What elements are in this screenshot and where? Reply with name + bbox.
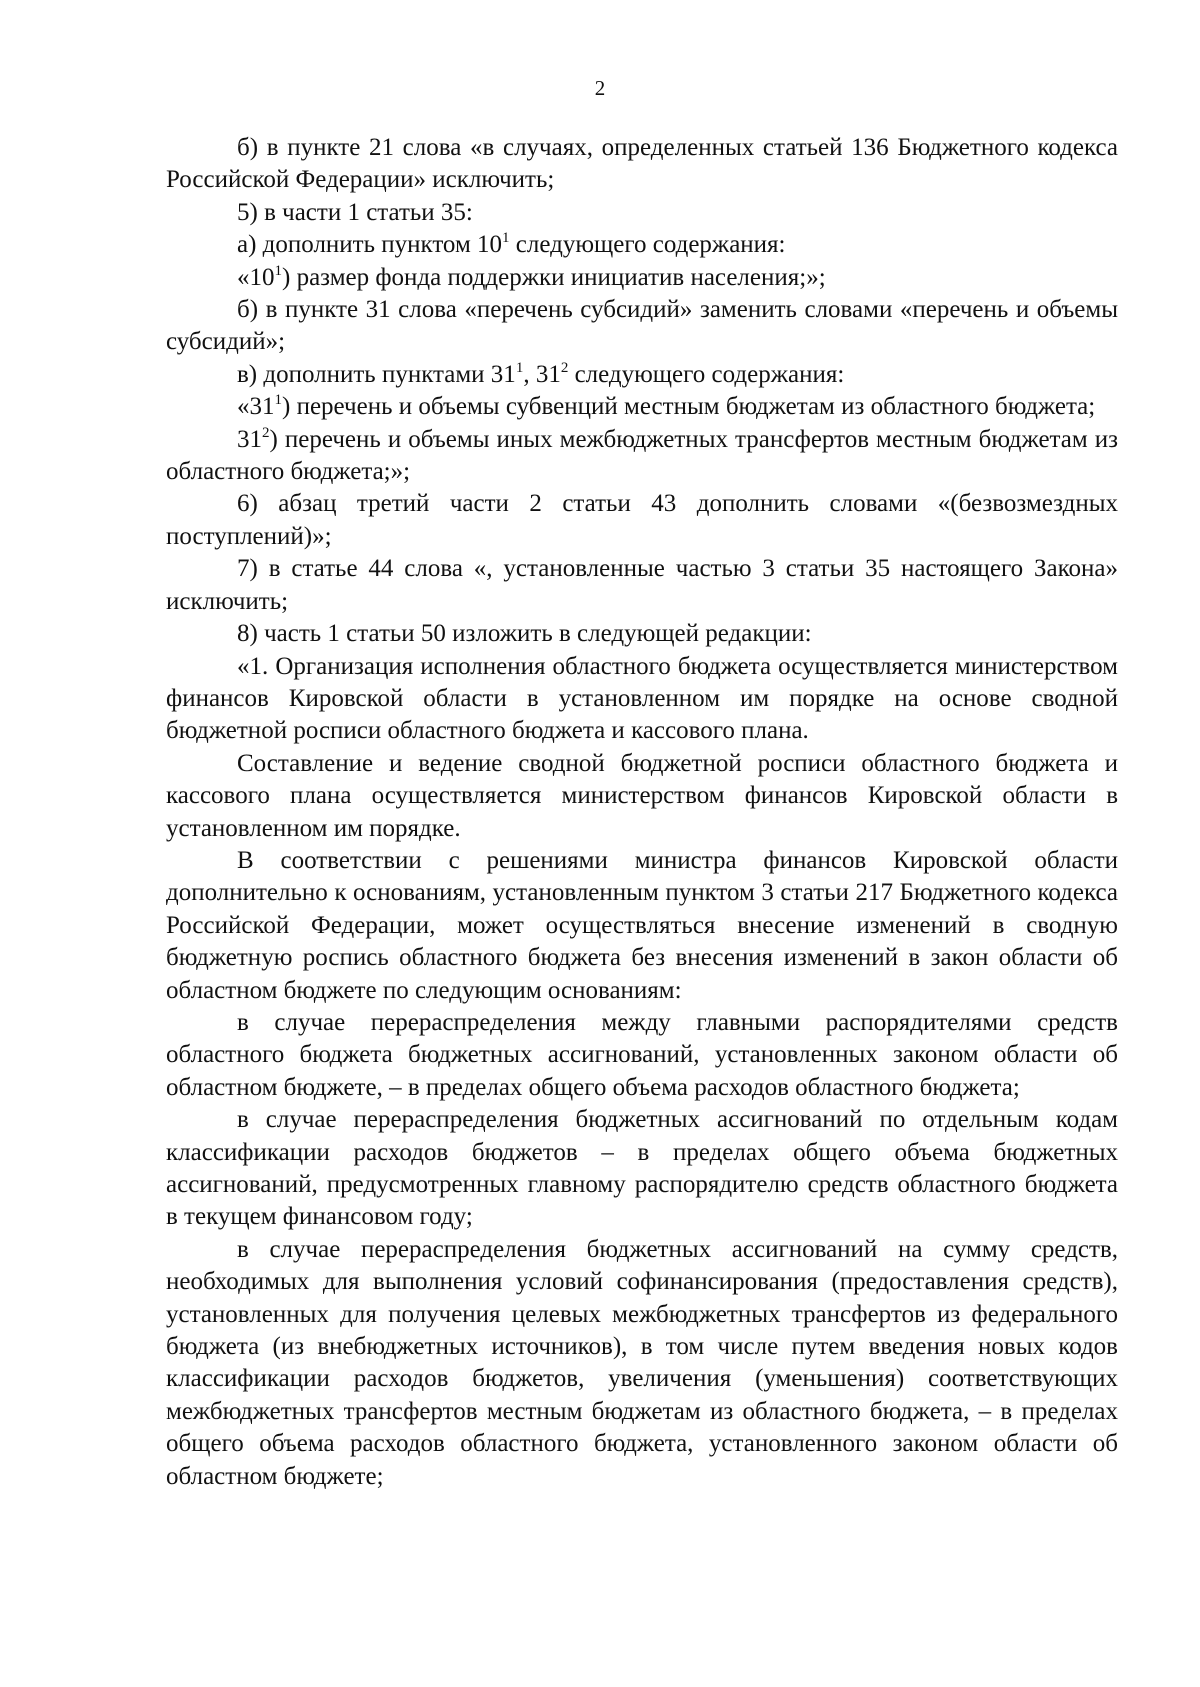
text-run: в случае перераспределения бюджетных ассигнований на сумму средств, необходимых для выполнения условий софинансирования (предоставления средств), установленных для получения целевых межбюджетных трансфертов из федерального бюджета (из внебюджетных источников), в том числе путем введения новых кодов классификации расходов бюджетов, увеличения (уменьшения) соответствующих межбюджетных трансфертов местным бюджетам из областного бюджета, – в пределах общего объема расходов областного бюджета, установленного законом области об областном бюджете; xyxy=(166,1235,1118,1490)
text-run: ) перечень и объемы иных межбюджетных трансфертов местным бюджетам из областного бюджета;»; xyxy=(166,425,1118,486)
text-run: 6) абзац третий части 2 статьи 43 дополнить словами «(безвозмездных поступлений)»; xyxy=(166,490,1118,550)
text-run: «10 xyxy=(237,263,275,291)
superscript: 1 xyxy=(274,392,282,409)
text-run: 8) часть 1 статьи 50 изложить в следующей редакции: xyxy=(237,620,812,648)
page-number: 2 xyxy=(594,76,606,100)
paragraph-p12 xyxy=(166,651,1118,748)
text-run: следующего содержания: xyxy=(509,231,786,259)
paragraph-p16 xyxy=(166,1104,1118,1234)
paragraph-p01 xyxy=(166,132,1118,197)
text-run: «1. Организация исполнения областного бюджета осуществляется министерством финансов Кировской области в установленном им порядке на основе сводной бюджетной росписи областного бюджета и кассового плана. xyxy=(166,652,1118,745)
paragraph-p11 xyxy=(166,618,1118,650)
text-run: в) дополнить пунктами 31 xyxy=(237,360,516,388)
paragraph-p15 xyxy=(166,1007,1118,1104)
text-run: б) в пункте 31 слова «перечень субсидий» заменить словами «перечень и объемы субсидий»; xyxy=(166,296,1118,356)
text-run: следующего содержания: xyxy=(568,360,845,388)
text-run: б) в пункте 21 слова «в случаях, определенных статьей 136 Бюджетного кодекса Российской Федерации» исключить; xyxy=(166,134,1118,194)
text-run: 31 xyxy=(237,425,262,453)
text-run: В соответствии с решениями министра финансов Кировской области дополнительно к основаниям, установленным пунктом 3 статьи 217 Бюджетного кодекса Российской Федерации, может осуществляться внесение изменений в сводную бюджетную роспись областного бюджета без внесения изменений в закон области об областном бюджете по следующим основаниям: xyxy=(166,846,1118,1004)
paragraph-p17 xyxy=(166,1234,1118,1493)
paragraph-p08 xyxy=(166,424,1118,489)
text-run: 5) в части 1 статьи 35: xyxy=(237,198,473,226)
text-run: ) размер фонда поддержки инициатив населения;»; xyxy=(282,263,826,291)
text-run: в случае перераспределения между главными распорядителями средств областного бюджета бюджетных ассигнований, установленных законом области об областном бюджете, – в пределах общего объема расходов областного бюджета; xyxy=(166,1008,1118,1101)
superscript: 1 xyxy=(502,230,510,247)
paragraph-p07 xyxy=(166,391,1118,423)
paragraph-p09 xyxy=(166,488,1118,553)
paragraph-p06 xyxy=(166,359,1118,391)
text-run: ) перечень и объемы субвенций местным бюджетам из областного бюджета; xyxy=(282,393,1096,421)
paragraph-p10 xyxy=(166,553,1118,618)
text-run: 7) в статье 44 слова «, установленные частью 3 статьи 35 настоящего Закона» исключить; xyxy=(166,555,1118,615)
paragraph-p13 xyxy=(166,748,1118,845)
document-body xyxy=(166,132,1118,1493)
text-run: , 31 xyxy=(523,360,561,388)
superscript: 1 xyxy=(274,262,282,279)
superscript: 1 xyxy=(515,359,524,376)
text-run: Составление и ведение сводной бюджетной росписи областного бюджета и кассового плана осуществляется министерством финансов Кировской области в установленном им порядке. xyxy=(166,749,1118,842)
paragraph-p02 xyxy=(166,197,1118,229)
text-run: в случае перераспределения бюджетных ассигнований по отдельным кодам классификации расходов бюджетов – в пределах общего объема бюджетных ассигнований, предусмотренных главному распорядителю средств областного бюджета в текущем финансовом году; xyxy=(166,1106,1118,1231)
paragraph-p05 xyxy=(166,294,1118,359)
text-run: а) дополнить пунктом 10 xyxy=(237,231,503,259)
paragraph-p14 xyxy=(166,845,1118,1007)
paragraph-p03 xyxy=(166,229,1118,261)
paragraph-p04 xyxy=(166,262,1118,294)
superscript: 2 xyxy=(560,359,569,376)
superscript: 2 xyxy=(262,424,270,441)
text-run: «31 xyxy=(237,393,275,421)
